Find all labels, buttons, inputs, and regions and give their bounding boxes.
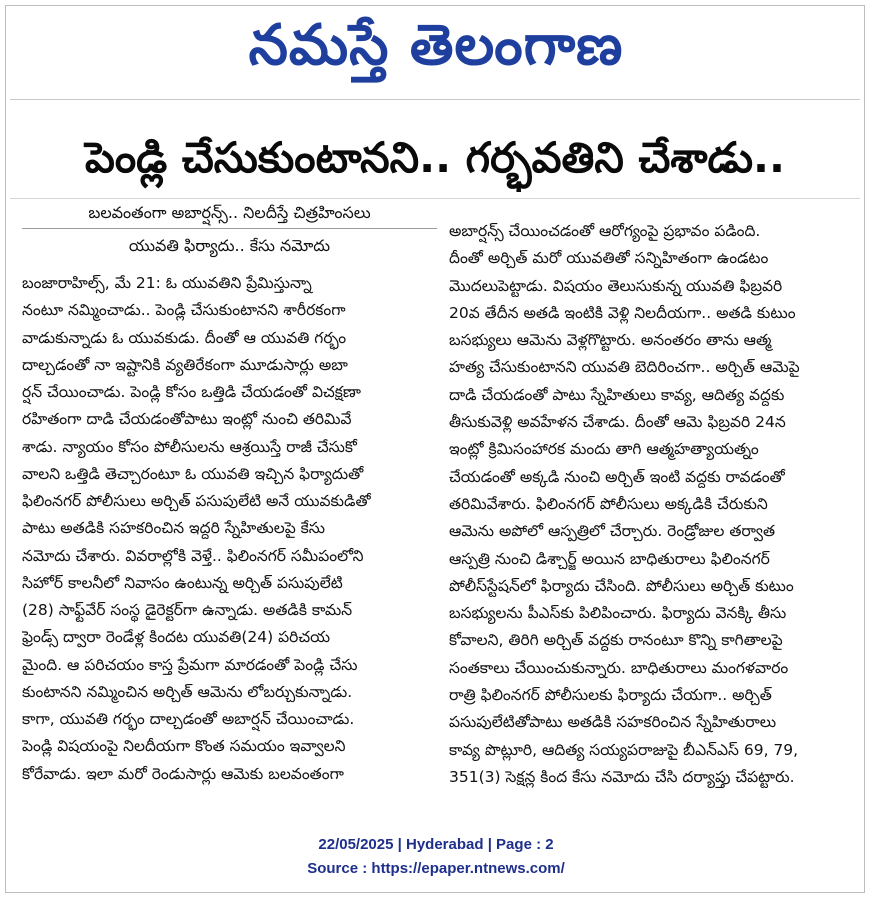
article-text-line: నంటూ నమ్మించాడు.. పెండ్లి చేసుకుంటానని శారీరకంగా bbox=[22, 301, 346, 320]
article-text-line: దీంతో అర్చిత్‌ మరో యువతితో సన్నిహితంగా ఉండటం bbox=[449, 249, 769, 268]
article-text-line: శాడు. న్యాయం కోసం పోలీసులను ఆశ్రయిస్తే రాజీ చేసుకో bbox=[22, 437, 357, 456]
article-text-line: కాగా, యువతి గర్భం దాల్చడంతో అబార్షన్‌ చేయించాడు. bbox=[22, 710, 355, 728]
article-column-left bbox=[22, 270, 437, 788]
article-text-line: తీసుకువెళ్లి అవహేళన చేశాడు. దీంతో ఆమె ఫిబ్రవరి 24న bbox=[449, 413, 786, 432]
article-text-line: బసభ్యులను పీఎస్‌కు పిలిపించారు. ఫిర్యాదు వెనక్కి తీసు bbox=[449, 604, 787, 623]
article-column-right bbox=[449, 218, 849, 791]
article-text-line: దాడి చేయడంతో పాటు స్నేహితులు కావ్య, ఆదిత్య వద్దకు bbox=[449, 385, 785, 404]
article-text-line: నమోదు చేశారు. వివరాల్లోకి వెళ్తే.. ఫిలింనగర్‌ సమీపంలోని bbox=[22, 546, 364, 565]
article-text-line: రాత్రి ఫిలింనగర్‌ పోలీసులకు ఫిర్యాదు చేయగా.. అర్చిత్‌ bbox=[449, 686, 772, 705]
article-text-line: సంతకాలు చేయించుకున్నారు. బాధితురాలు మంగళవారం bbox=[449, 658, 789, 677]
footer-source-line: Source : https://epaper.ntnews.com/ bbox=[307, 860, 565, 877]
article-text-line: అబార్షన్స్‌ చేయించడంతో ఆరోగ్యంపై ప్రభావం పడింది. bbox=[449, 222, 761, 240]
article-text-line: పెండ్లి విషయంపై నిలదీయగా కొంత సమయం ఇవ్వాలని bbox=[22, 737, 346, 756]
footer-date-line: 22/05/2025 | Hyderabad | Page : 2 bbox=[318, 836, 554, 853]
masthead-divider bbox=[10, 99, 860, 100]
article-text-line: చేయడంతో అక్కడి నుంచి అర్చిత్‌ ఇంటి వద్దకు రావడంతో bbox=[449, 467, 785, 486]
article-text-line: రహితంగా దాడి చేయడంతోపాటు ఇంట్లో నుంచి తరిమివే bbox=[22, 410, 352, 429]
article-text-line: మైంది. ఆ పరిచయం కాస్త ప్రేమగా మారడంతో పెండ్లి చేసు bbox=[22, 655, 358, 674]
article-text-line: కోరేవాడు. ఇలా మరో రెండుసార్లు ఆమెకు బలవంతంగా bbox=[22, 764, 344, 783]
article-text-line: పాటు అతడికి సహకరించిన ఇద్దరి స్నేహితులపై కేసు bbox=[22, 519, 326, 538]
article-text-line: కావ్య పొట్లూరి, ఆదిత్య సయ్యపరాజుపై బీఎన్‌ఎస్‌ 69, 79, bbox=[449, 740, 799, 759]
article-subheading-2: యువతి ఫిర్యాదు.. కేసు నమోదు bbox=[128, 236, 331, 255]
article-text-line: పసుపులేటితోపాటు అతడికి సహకరించిన స్నేహితురాలు bbox=[449, 713, 777, 732]
article-text-line: ఆమెను అపోలో ఆస్పత్రిలో చేర్చారు. రెండ్రోజుల తర్వాత bbox=[449, 522, 776, 541]
article-text-line: కోవాలని, తిరిగి అర్చిత్‌ వద్దకు రానంటూ కొన్ని కాగితాలపై bbox=[449, 631, 783, 650]
article-headline: పెండ్లి చేసుకుంటానని.. గర్భవతిని చేశాడు.. bbox=[85, 133, 785, 182]
article-text-line: పోలీస్‌స్టేషన్‌లో ఫిర్యాదు చేసింది. పోలీసులు అర్చిత్‌ కుటుం bbox=[449, 576, 794, 595]
article-text-line: బసభ్యులు ఆమెను వెళ్లగొట్టారు. అనంతరం తాను ఆత్మ bbox=[449, 331, 772, 350]
article-text-line: మొదలుపెట్టాడు. విషయం తెలుసుకున్న యువతి ఫిబ్రవరి bbox=[449, 276, 783, 295]
article-text-line: 20వ తేదీన అతడి ఇంటికి వెళ్లి నిలదీయగా.. అతడి కుటుం bbox=[449, 303, 796, 322]
article-text-line: ఫిలింనగర్‌ పోలీసులు అర్చిత్‌ పసుపులేటి అనే యువకుడితో bbox=[22, 492, 371, 510]
article-text-line: (28) సాఫ్ట్‌వేర్‌ సంస్థ డైరెక్టర్‌గా ఉన్నాడు. అతడికి కామన్‌ bbox=[22, 601, 353, 619]
article-subheading-1: బలవంతంగా అబార్షన్స్‌.. నిలదీస్తే చిత్రహింసలు bbox=[22, 198, 437, 229]
article-text-line: ర్షన్‌ చేయించాడు. పెండ్లి కోసం ఒత్తిడి చేయడంతో విచక్షణా bbox=[22, 383, 361, 401]
article-text-line: వాడుకున్నాడు ఓ యువకుడు. దీంతో ఆ యువతి గర్భం bbox=[22, 328, 347, 347]
masthead-logo: నమస్తే తెలంగాణ bbox=[248, 13, 624, 78]
article-text-line: ఫ్రెండ్స్‌ ద్వారా రెండేళ్ల కిందట యువతి(24) పరిచయ bbox=[22, 628, 331, 647]
article-text-line: సిహోర్‌ కాలనీలో నివాసం ఉంటున్న అర్చిత్‌ పసుపులేటి bbox=[22, 573, 343, 592]
article-text-line: 351(3) సెక్షన్ల కింద కేసు నమోదు చేసి దర్యాప్తు చేపట్టారు. bbox=[449, 767, 795, 786]
article-text-line: దాల్చడంతో నా ఇష్టానికి వ్యతిరేకంగా మూడుసార్లు అబా bbox=[22, 355, 348, 374]
article-text-line: బంజారాహిల్స్‌, మే 21: ఓ యువతిని ప్రేమిస్తున్నా bbox=[22, 274, 312, 292]
article-text-line: హత్య చేసుకుంటానని యువతి బెదిరించగా.. అర్చిత్‌ ఆమెపై bbox=[449, 358, 800, 377]
article-text-line: కుంటానని నమ్మించిన అర్చిత్‌ ఆమెను లోబర్చుకున్నాడు. bbox=[22, 682, 353, 701]
article-text-line: వాలని ఒత్తిడి తెచ్చారంటూ ఓ యువతి ఇచ్చిన ఫిర్యాదుతో bbox=[22, 464, 364, 483]
article-text-line: తరిమివేశారు. ఫిలింనగర్‌ పోలీసులు అక్కడికి చేరుకుని bbox=[449, 494, 768, 513]
article-text-line: ఆస్పత్రి నుంచి డిశ్చార్జ్‌ అయిన బాధితురాలు ఫిలింనగర్‌ bbox=[449, 549, 770, 568]
article-text-line: ఇంట్లో క్రిమిసంహారక మందు తాగి ఆత్మహత్యాయత్నం bbox=[449, 440, 759, 459]
